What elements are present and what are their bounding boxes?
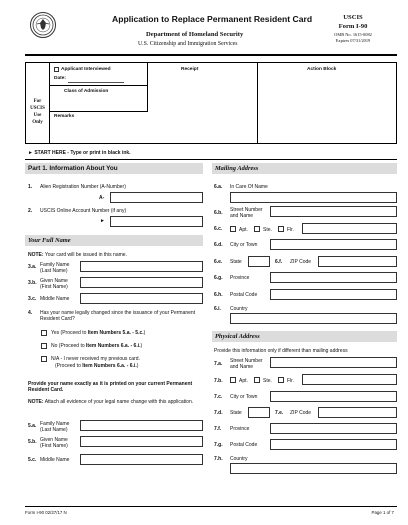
date-label: Date:	[54, 76, 66, 81]
q7d-label: State	[230, 410, 242, 416]
q6b-number: 6.b.	[214, 210, 223, 216]
your-full-name-heading: Your Full Name	[25, 235, 203, 246]
a-number-field[interactable]	[110, 192, 203, 203]
q6e-label: State	[230, 259, 242, 265]
physical-address-intro: Provide this information only if different than mailing address	[214, 348, 348, 354]
physical-flr-checkbox[interactable]	[278, 377, 284, 383]
q3c-number: 3.c.	[28, 296, 37, 302]
q6h-label: Postal Code	[230, 292, 258, 298]
q6i-label: Country	[230, 306, 248, 312]
mailing-state-select[interactable]	[248, 256, 270, 267]
physical-street-field[interactable]	[270, 357, 397, 368]
mailing-ste-checkbox[interactable]	[254, 226, 260, 232]
name-changed-no-checkbox[interactable]	[41, 343, 47, 349]
note2-label: NOTE:	[28, 399, 44, 405]
expiration-date: Expires 07/31/2019	[335, 38, 371, 43]
note-label: NOTE:	[28, 252, 44, 258]
receipt-column	[148, 63, 258, 143]
current-middle-name-field[interactable]	[80, 454, 203, 465]
physical-address-heading: Physical Address	[212, 331, 397, 342]
name-changed-na-checkbox[interactable]	[41, 356, 47, 362]
q7h-number: 7.h.	[214, 456, 223, 462]
q2-label: USCIS Online Account Number (if any)	[40, 208, 127, 214]
action-block-label: Action Block	[307, 67, 337, 72]
mailing-postal-code-field[interactable]	[270, 289, 397, 300]
q3b-number: 3.b.	[28, 280, 37, 286]
physical-ste-checkbox[interactable]	[254, 377, 260, 383]
remarks-label: Remarks	[54, 114, 75, 119]
footer-divider	[25, 506, 397, 507]
name-change-note	[28, 399, 203, 405]
agency-name: U.S. Citizenship and Immigration Services	[138, 41, 238, 47]
action-block-column	[258, 63, 398, 143]
q6d-number: 6.d.	[214, 242, 223, 248]
form-title: Application to Replace Permanent Resident Card	[112, 14, 313, 24]
side-label-line: For	[33, 99, 42, 104]
dhs-seal-icon	[30, 12, 56, 38]
physical-ste-label: Ste.	[263, 378, 272, 384]
mailing-province-field[interactable]	[270, 272, 397, 283]
q5b-number: 5.b.	[28, 439, 37, 445]
side-label-line: USCIS	[30, 106, 45, 111]
q5a-label: Family Name (Last Name)	[40, 421, 70, 433]
a-number-prefix: A-	[99, 195, 105, 201]
receipt-label: Receipt	[181, 67, 199, 72]
in-care-of-field[interactable]	[230, 192, 397, 203]
q4-label: Has your name legally changed since the issuance of your Permanent Resident Card?	[40, 310, 196, 322]
mailing-address-heading: Mailing Address	[212, 163, 397, 174]
q7g-number: 7.g.	[214, 442, 223, 448]
q6e-number: 6.e.	[214, 259, 223, 265]
physical-apt-checkbox[interactable]	[230, 377, 236, 383]
q3c-label: Middle Name	[40, 296, 70, 302]
q6i-number: 6.i.	[214, 306, 221, 312]
form-id: Form I-90	[338, 23, 368, 30]
physical-apt-label: Apt.	[239, 378, 248, 384]
physical-city-field[interactable]	[270, 391, 397, 402]
q7d-number: 7.d.	[214, 410, 223, 416]
q6b-label: Street Number and Name	[230, 207, 263, 219]
name-changed-no-label: No (Proceed to Item Numbers 6.a. - 6.i.)	[51, 343, 143, 349]
name-changed-na-label: N/A - I never received my previous card.	[51, 356, 140, 362]
q6f-label: ZIP Code	[290, 259, 312, 265]
q6a-label: In Care Of Name	[230, 184, 268, 190]
mailing-ste-label: Ste.	[263, 227, 272, 233]
start-divider	[25, 159, 397, 160]
q1-label: Alien Registration Number (A-Number)	[40, 184, 126, 190]
mailing-zip-field[interactable]	[318, 256, 397, 267]
office-use-side-label	[26, 63, 50, 143]
physical-unit-field[interactable]	[302, 374, 397, 385]
q7c-number: 7.c.	[214, 394, 223, 400]
q5c-number: 5.c.	[28, 457, 37, 463]
q1-number: 1.	[28, 184, 33, 190]
mailing-unit-field[interactable]	[302, 223, 397, 234]
physical-postal-code-field[interactable]	[270, 439, 397, 450]
given-name-field[interactable]	[80, 277, 203, 288]
current-given-name-field[interactable]	[80, 436, 203, 447]
q7c-label: City or Town	[230, 394, 258, 400]
q5a-number: 5.a.	[28, 423, 37, 429]
q5c-label: Middle Name	[40, 457, 70, 463]
family-name-field[interactable]	[80, 261, 203, 272]
q6a-number: 6.a.	[214, 184, 223, 190]
start-here-text: START HERE - Type or print in black ink.	[34, 150, 131, 156]
q7e-number: 7.e.	[275, 410, 284, 416]
note-text: Your card will be issued in this name.	[44, 252, 127, 258]
mailing-city-field[interactable]	[270, 239, 397, 250]
uscis-office-use-box	[25, 62, 397, 144]
applicant-interviewed-checkbox[interactable]	[54, 67, 59, 72]
mailing-street-field[interactable]	[270, 206, 397, 217]
q7f-label: Province	[230, 426, 250, 432]
q6d-label: City or Town	[230, 242, 258, 248]
side-label-line: Use	[33, 113, 42, 118]
form-identifier-block	[318, 14, 388, 43]
q6g-label: Province	[230, 275, 250, 281]
physical-flr-label: Flr.	[287, 378, 294, 384]
q2-number: 2.	[28, 208, 33, 214]
arrow-icon: ►	[100, 218, 105, 224]
q3a-number: 3.a.	[28, 264, 37, 270]
q6g-number: 6.g.	[214, 275, 223, 281]
header-divider	[25, 54, 397, 56]
q7e-label: ZIP Code	[290, 410, 312, 416]
q7h-label: Country	[230, 456, 248, 462]
name-note	[28, 252, 127, 258]
middle-name-field[interactable]	[80, 293, 203, 304]
q7g-label: Postal Code	[230, 442, 258, 448]
office-divider	[50, 111, 148, 112]
q5b-label: Given Name (First Name)	[40, 437, 68, 449]
physical-state-select[interactable]	[248, 407, 270, 418]
q3b-label: Given Name (First Name)	[40, 278, 68, 290]
note2-text: Attach all evidence of your legal name change with this application.	[44, 399, 194, 405]
date-line[interactable]	[68, 82, 124, 83]
name-changed-yes-label: Yes (Proceed to Item Numbers 5.a. - 5.c.)	[51, 330, 146, 336]
current-family-name-field[interactable]	[80, 420, 203, 431]
part1-heading: Part 1. Information About You	[25, 163, 203, 174]
agency-abbrev: USCIS	[343, 14, 363, 21]
q7a-number: 7.a.	[214, 361, 223, 367]
name-changed-yes-checkbox[interactable]	[41, 330, 47, 336]
q4-number: 4.	[28, 310, 33, 316]
q6h-number: 6.h.	[214, 292, 223, 298]
footer-page-number: Page 1 of 7	[371, 510, 394, 515]
q7b-number: 7.b.	[214, 378, 223, 384]
q6c-number: 6.c.	[214, 226, 223, 232]
physical-province-field[interactable]	[270, 423, 397, 434]
footer-form-edition: Form I-90 02/27/17 N	[25, 510, 67, 515]
omb-number: OMB No. 1615-0082	[334, 32, 372, 37]
mailing-flr-label: Flr.	[287, 227, 294, 233]
applicant-interviewed-label: Applicant Interviewed	[61, 67, 111, 72]
mailing-country-field[interactable]	[230, 313, 397, 324]
q3a-label: Family Name (Last Name)	[40, 262, 70, 274]
class-of-admission-label: Class of Admission	[64, 89, 109, 94]
name-changed-na-proceed: (Proceed to Item Numbers 6.a. - 6.i.)	[55, 363, 139, 369]
provide-name-instruction: Provide your name exactly as it is printed on your current Permanent Resident Card.	[28, 381, 193, 393]
physical-zip-field[interactable]	[318, 407, 397, 418]
uscis-account-field[interactable]	[110, 216, 203, 227]
mailing-apt-label: Apt.	[239, 227, 248, 233]
department-name: Department of Homeland Security	[146, 31, 244, 38]
mailing-apt-checkbox[interactable]	[230, 226, 236, 232]
start-here-instruction: ► START HERE - Type or print in black ink.	[28, 150, 131, 156]
q6f-number: 6.f.	[275, 259, 283, 265]
q7f-number: 7.f.	[214, 426, 222, 432]
physical-country-field[interactable]	[230, 463, 397, 474]
q7a-label: Street Number and Name	[230, 358, 263, 370]
mailing-flr-checkbox[interactable]	[278, 226, 284, 232]
side-label-line: Only	[32, 120, 43, 125]
